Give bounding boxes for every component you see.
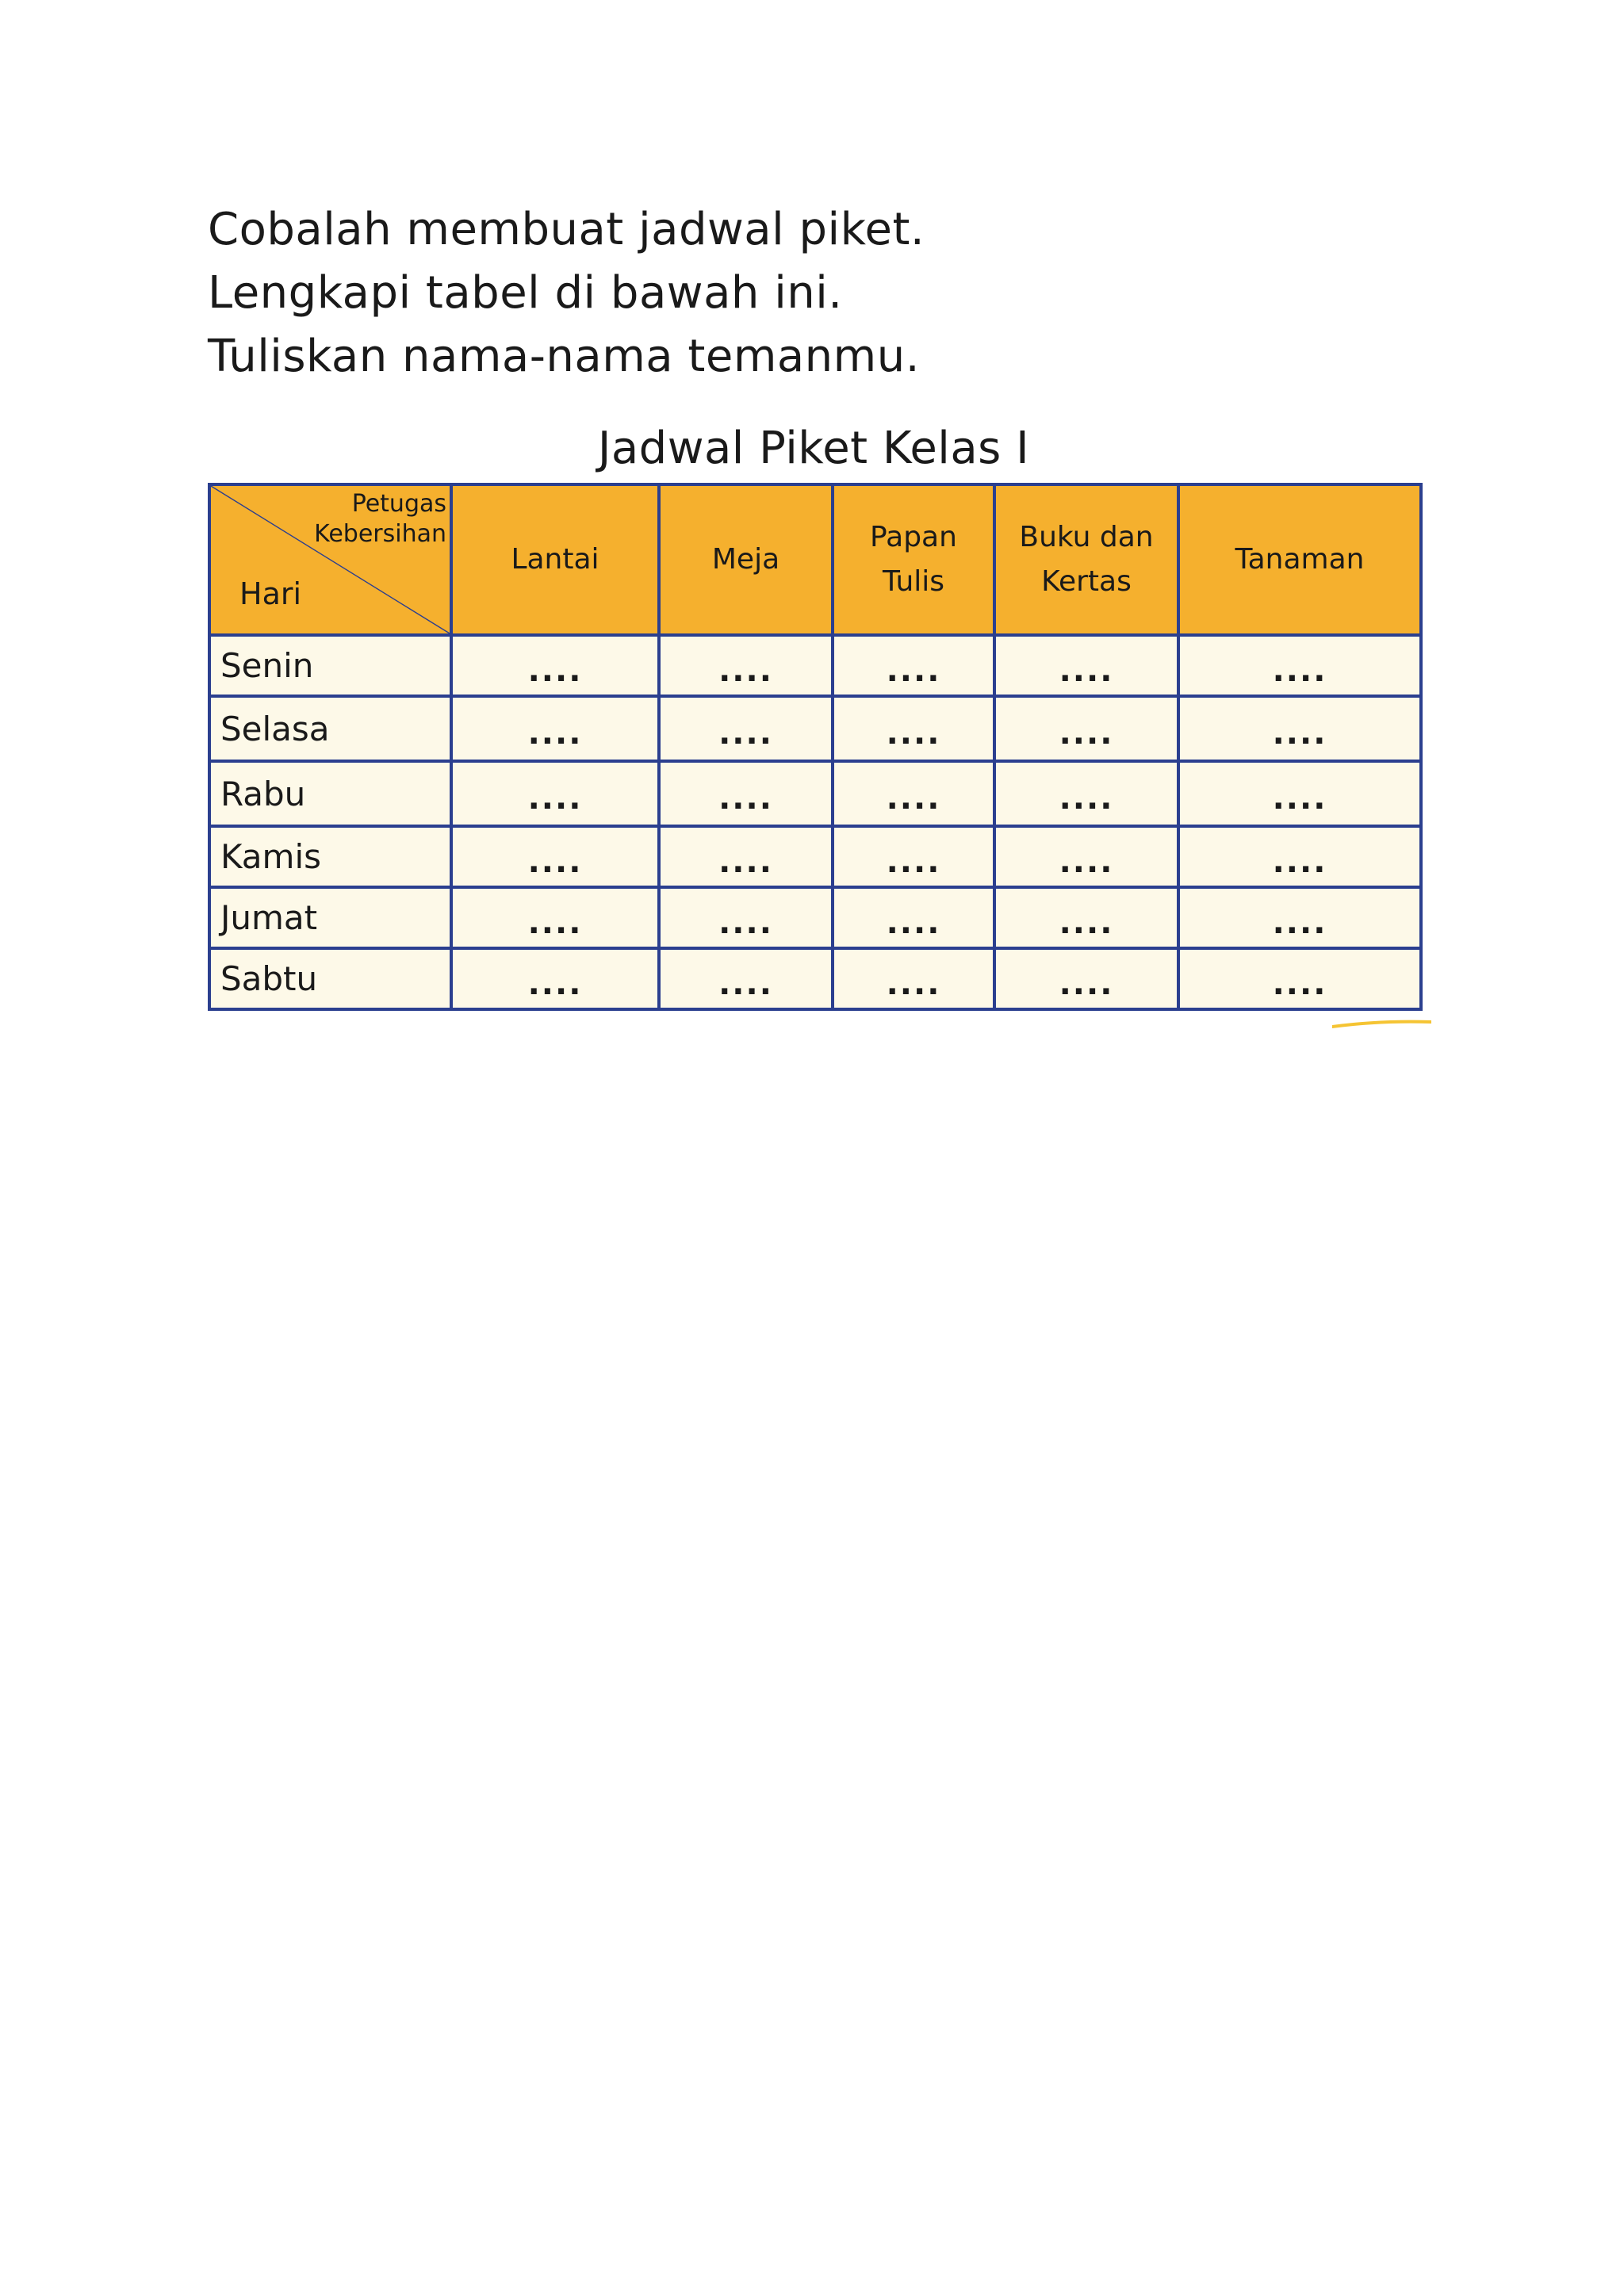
blank-entry-cell[interactable] [451, 696, 659, 761]
blank-entry-cell[interactable] [1178, 826, 1421, 887]
blank-entry-cell[interactable] [994, 887, 1178, 948]
table-row [209, 887, 1421, 948]
table-title: Jadwal Piket Kelas I [597, 423, 1030, 474]
table-row [209, 826, 1421, 887]
column-header-label: Buku dan Kertas [1019, 521, 1154, 598]
blank-entry-cell[interactable] [451, 761, 659, 826]
instruction-line: Tuliskan nama-nama temanmu. [208, 331, 921, 382]
day-cell: Jumat [209, 887, 451, 948]
blank-entry-cell[interactable] [659, 696, 833, 761]
blank-entry-cell[interactable] [451, 635, 659, 696]
day-cell: Senin [209, 635, 451, 696]
column-header [833, 484, 994, 635]
placeholder-dots: .... [1059, 780, 1114, 817]
blank-entry-cell[interactable] [659, 887, 833, 948]
placeholder-dots: .... [527, 965, 583, 1002]
corner-top-label: Petugas Kebersihan [314, 490, 446, 548]
corner-bottom-label: Hari [239, 576, 302, 611]
schedule-table-container [208, 483, 1419, 1011]
placeholder-dots: .... [1272, 715, 1327, 752]
blank-entry-cell[interactable] [994, 948, 1178, 1009]
blank-entry-cell[interactable] [659, 826, 833, 887]
decorative-swoosh [1332, 1019, 1431, 1030]
placeholder-dots: .... [1059, 965, 1114, 1002]
placeholder-dots: .... [1059, 843, 1114, 880]
day-cell: Selasa [209, 696, 451, 761]
placeholder-dots: .... [1272, 843, 1327, 880]
placeholder-dots: .... [1272, 780, 1327, 817]
placeholder-dots: .... [527, 715, 583, 752]
table-row [209, 761, 1421, 826]
placeholder-dots: .... [886, 652, 941, 689]
placeholder-dots: .... [886, 715, 941, 752]
blank-entry-cell[interactable] [833, 826, 994, 887]
placeholder-dots: .... [718, 652, 773, 689]
placeholder-dots: .... [718, 965, 773, 1002]
blank-entry-cell[interactable] [833, 635, 994, 696]
placeholder-dots: .... [527, 652, 583, 689]
blank-entry-cell[interactable] [659, 948, 833, 1009]
column-header: Meja [659, 484, 833, 635]
placeholder-dots: .... [886, 780, 941, 817]
placeholder-dots: .... [527, 780, 583, 817]
day-cell: Sabtu [209, 948, 451, 1009]
column-header: Lantai [451, 484, 659, 635]
blank-entry-cell[interactable] [659, 635, 833, 696]
day-cell: Rabu [209, 761, 451, 826]
instruction-line: Cobalah membuat jadwal piket. [208, 204, 925, 255]
blank-entry-cell[interactable] [833, 948, 994, 1009]
placeholder-dots: .... [718, 843, 773, 880]
placeholder-dots: .... [886, 904, 941, 941]
placeholder-dots: .... [718, 715, 773, 752]
placeholder-dots: .... [1059, 904, 1114, 941]
instructions [208, 198, 1397, 388]
placeholder-dots: .... [527, 843, 583, 880]
blank-entry-cell[interactable] [833, 696, 994, 761]
blank-entry-cell[interactable] [1178, 948, 1421, 1009]
placeholder-dots: .... [886, 843, 941, 880]
placeholder-dots: .... [718, 780, 773, 817]
blank-entry-cell[interactable] [1178, 887, 1421, 948]
blank-entry-cell[interactable] [1178, 635, 1421, 696]
column-header-label: Papan Tulis [870, 521, 957, 598]
table-body [209, 635, 1421, 1009]
blank-entry-cell[interactable] [994, 696, 1178, 761]
placeholder-dots: .... [1272, 904, 1327, 941]
table-row [209, 696, 1421, 761]
instruction-line: Lengkapi tabel di bawah ini. [208, 267, 843, 319]
blank-entry-cell[interactable] [451, 826, 659, 887]
schedule-table [208, 483, 1423, 1011]
blank-entry-cell[interactable] [994, 635, 1178, 696]
placeholder-dots: .... [1272, 965, 1327, 1002]
blank-entry-cell[interactable] [994, 761, 1178, 826]
placeholder-dots: .... [1059, 652, 1114, 689]
table-row [209, 948, 1421, 1009]
placeholder-dots: .... [1059, 715, 1114, 752]
placeholder-dots: .... [1272, 652, 1327, 689]
blank-entry-cell[interactable] [451, 887, 659, 948]
blank-entry-cell[interactable] [451, 948, 659, 1009]
placeholder-dots: .... [527, 904, 583, 941]
placeholder-dots: .... [718, 904, 773, 941]
column-header [994, 484, 1178, 635]
blank-entry-cell[interactable] [659, 761, 833, 826]
column-header: Tanaman [1178, 484, 1421, 635]
table-row [209, 635, 1421, 696]
blank-entry-cell[interactable] [1178, 696, 1421, 761]
day-cell: Kamis [209, 826, 451, 887]
blank-entry-cell[interactable] [833, 887, 994, 948]
blank-entry-cell[interactable] [833, 761, 994, 826]
header-row [209, 484, 1421, 635]
blank-entry-cell[interactable] [1178, 761, 1421, 826]
placeholder-dots: .... [886, 965, 941, 1002]
blank-entry-cell[interactable] [994, 826, 1178, 887]
corner-header-cell [209, 484, 451, 635]
